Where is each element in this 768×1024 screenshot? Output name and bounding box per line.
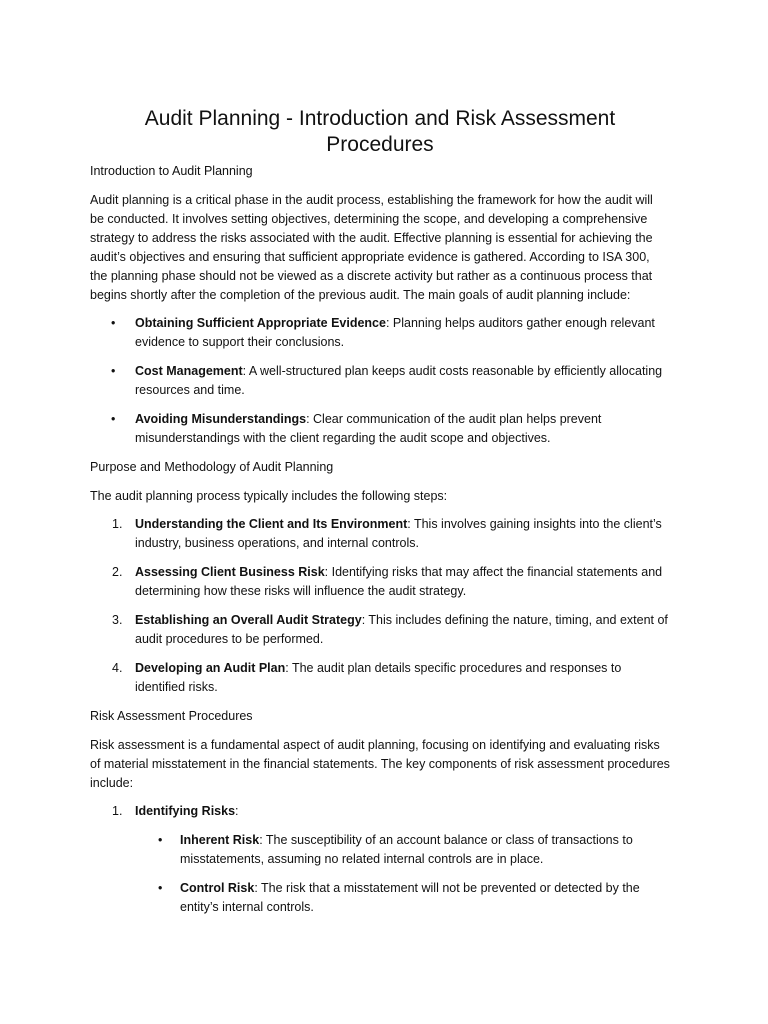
step-term: Developing an Audit Plan bbox=[135, 661, 286, 675]
step-number: 2. bbox=[112, 565, 123, 579]
goal-text: : A well-structured plan keeps audit costs reasonable by efficiently allocating resources and time. bbox=[135, 364, 663, 397]
goal-text: : Planning helps auditors gather enough relevant evidence to support their conclusions. bbox=[135, 316, 655, 349]
goal-text: : Clear communication of the audit plan helps prevent misunderstandings with the client regarding the audit scope and objectives. bbox=[135, 412, 602, 445]
document-title: Audit Planning - Introduction and Risk Assessment Procedures bbox=[144, 107, 616, 156]
list-item bbox=[90, 659, 670, 697]
list-item bbox=[135, 831, 670, 869]
step-number: 1. bbox=[112, 517, 123, 531]
risk-subtext: : The risk that a misstatement will not be prevented or detected by the entity’s internal controls. bbox=[180, 881, 640, 914]
list-item bbox=[90, 802, 670, 917]
step-text: : The audit plan details specific procedures and responses to identified risks. bbox=[135, 661, 622, 694]
goals-list bbox=[90, 314, 670, 448]
goal-term: Cost Management bbox=[135, 364, 243, 378]
purpose-heading: Purpose and Methodology of Audit Planning bbox=[90, 460, 334, 474]
step-term: Establishing an Overall Audit Strategy bbox=[135, 613, 362, 627]
intro-heading: Introduction to Audit Planning bbox=[90, 164, 253, 178]
steps-list bbox=[90, 515, 670, 697]
bullet-icon: • bbox=[111, 364, 116, 378]
risk-term: Identifying Risks bbox=[135, 804, 236, 818]
list-item bbox=[135, 879, 670, 917]
step-text: : Identifying risks that may affect the financial statements and determining how these risks will influence the audit strategy. bbox=[135, 565, 663, 598]
risk-text: : bbox=[235, 804, 239, 818]
goal-term: Obtaining Sufficient Appropriate Evidence bbox=[135, 316, 386, 330]
list-item bbox=[90, 314, 670, 352]
risk-list bbox=[90, 802, 670, 917]
purpose-paragraph: The audit planning process typically includes the following steps: bbox=[90, 489, 448, 503]
step-number: 1. bbox=[112, 804, 123, 818]
step-number: 3. bbox=[112, 613, 123, 627]
risk-subtext: : The susceptibility of an account balance or class of transactions to misstatements, assuming no related internal controls are in place. bbox=[180, 833, 633, 866]
bullet-icon: • bbox=[111, 316, 116, 330]
document-content bbox=[90, 106, 670, 927]
step-text: : This includes defining the nature, timing, and extent of audit procedures to be performed. bbox=[135, 613, 668, 646]
step-number: 4. bbox=[112, 661, 123, 675]
list-item bbox=[90, 611, 670, 649]
bullet-icon: • bbox=[111, 412, 116, 426]
goal-term: Avoiding Misunderstandings bbox=[135, 412, 307, 426]
list-item bbox=[90, 563, 670, 601]
step-term: Assessing Client Business Risk bbox=[135, 565, 325, 579]
step-term: Understanding the Client and Its Environment bbox=[135, 517, 408, 531]
list-item bbox=[90, 515, 670, 553]
list-item bbox=[90, 362, 670, 400]
risk-subterm: Inherent Risk bbox=[180, 833, 260, 847]
step-text: : This involves gaining insights into the client’s industry, business operations, and internal controls. bbox=[135, 517, 662, 550]
list-item bbox=[90, 410, 670, 448]
risk-sublist bbox=[135, 831, 670, 917]
risk-heading: Risk Assessment Procedures bbox=[90, 709, 253, 723]
intro-paragraph: Audit planning is a critical phase in the audit process, establishing the framework for how the audit will be conducted. It involves setting objectives, determining the scope, and developing a comprehensive strategy to address the risks associated with the audit. Effective planning is essential for achieving the audit’s objectives and ensuring that sufficient appropriate evidence is gathered. According to ISA 300, the planning phase should not be viewed as a discrete activity but rather as a continuous process that begins shortly after the completion of the previous audit. The main goals of audit planning include: bbox=[90, 193, 653, 302]
bullet-icon: • bbox=[158, 881, 163, 895]
risk-paragraph: Risk assessment is a fundamental aspect of audit planning, focusing on identifying and evaluating risks of material misstatement in the financial statements. The key components of risk assessment procedures include: bbox=[90, 738, 670, 790]
risk-subterm: Control Risk bbox=[180, 881, 255, 895]
bullet-icon: • bbox=[158, 833, 163, 847]
